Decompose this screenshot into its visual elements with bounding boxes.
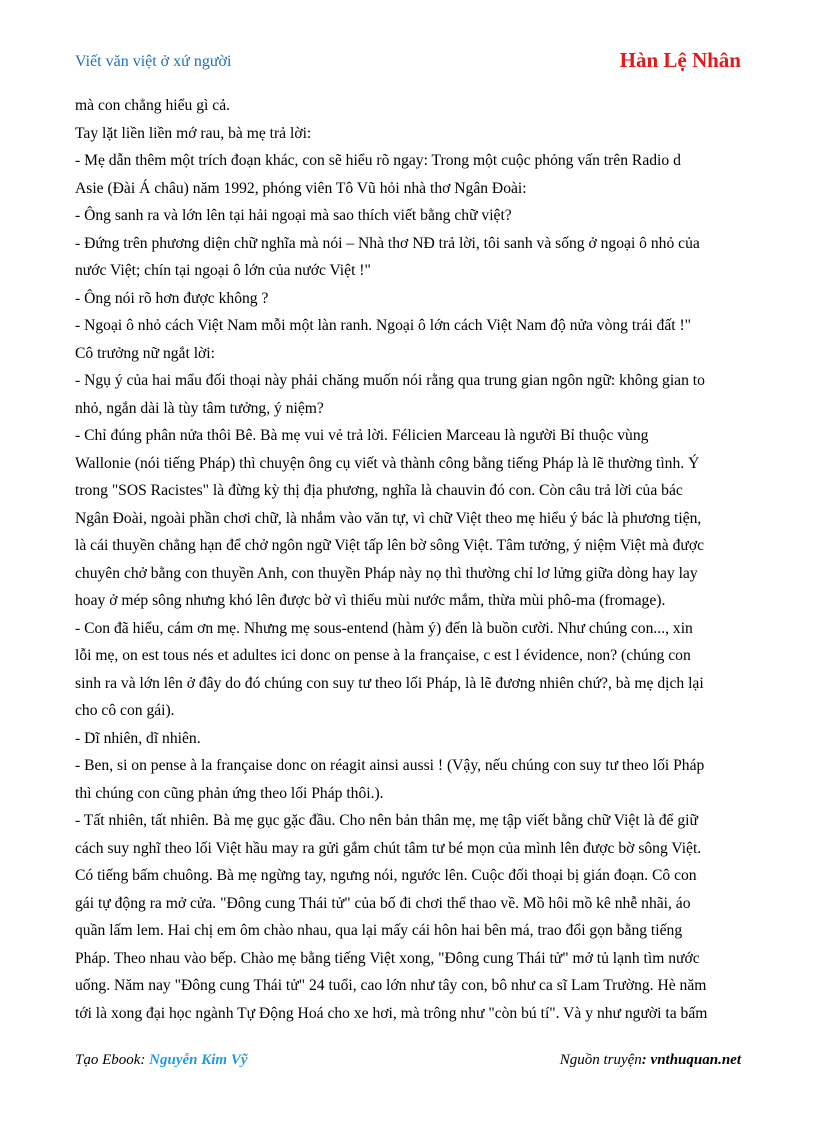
page-footer bbox=[75, 1052, 741, 1076]
text-line: - Ben, si on pense à la française donc on réagit ainsi aussi ! (Vậy, nếu chúng con suy tư theo lối Pháp bbox=[75, 757, 705, 774]
text-line: quần lấm lem. Hai chị em ôm chào nhau, qua lại mấy cái hôn hai bên má, trao đổi gọn bằng tiếng bbox=[75, 922, 683, 939]
text-line: hoay ở mép sông nhưng khó lên được bờ vì thiếu mùi nước mắm, thừa mùi phô-ma (fromage). bbox=[75, 592, 666, 609]
text-line: - Đứng trên phương diện chữ nghĩa mà nói – Nhà thơ NĐ trả lời, tôi sanh và sống ở ngoại ô nhỏ của bbox=[75, 234, 700, 252]
page-header bbox=[75, 48, 741, 78]
text-line: Cô trưởng nữ ngắt lời: bbox=[75, 344, 215, 362]
text-line: gái tự động ra mở cửa. "Đông cung Thái tử" của bố đi chơi thể thao về. Mồ hôi mồ kê nhễ nhãi, áo bbox=[75, 894, 691, 912]
text-line: - Tất nhiên, tất nhiên. Bà mẹ gục gặc đầu. Cho nên bản thân mẹ, mẹ tập viết bằng chữ Việt là để giữ bbox=[75, 812, 698, 829]
source-separator: : bbox=[641, 1052, 651, 1068]
text-line: trong "SOS Racistes" là đừng kỳ thị địa phương, nghĩa là chauvin đó con. Còn câu trả lời của bác bbox=[75, 482, 683, 499]
text-line: Pháp. Theo nhau vào bếp. Chào mẹ bằng tiếng Việt xong, "Đông cung Thái tử" mở tủ lạnh tìm nước bbox=[75, 949, 700, 967]
text-line: - Dĩ nhiên, dĩ nhiên. bbox=[75, 729, 201, 747]
text-line: cho cô con gái). bbox=[75, 702, 175, 719]
text-line: - Con đã hiểu, cám ơn mẹ. Nhưng mẹ sous-entend (hàm ý) đến là buồn cười. Như chúng con..., xin bbox=[75, 619, 693, 637]
source-label: Nguồn truyện bbox=[559, 1052, 642, 1068]
text-line: - Mẹ dẫn thêm một trích đoạn khác, con sẽ hiểu rõ ngay: Trong một cuộc phỏng vấn trên Radio d bbox=[75, 152, 681, 169]
source-site: vnthuquan.net bbox=[650, 1052, 741, 1068]
document-body bbox=[75, 92, 743, 1027]
text-line: cách suy nghĩ theo lối Việt hầu may ra gửi gắm chút tâm tư bé mọn của mình lên được bờ sông Việt. bbox=[75, 839, 702, 857]
ebook-creator-name: Nguyễn Kim Vỹ bbox=[149, 1052, 248, 1068]
ebook-separator: : bbox=[140, 1052, 150, 1068]
text-line: là cái thuyền chẳng hạn để chở ngôn ngữ Việt tấp lên bờ sông Việt. Tâm tưởng, ý niệm Việt mà được bbox=[75, 537, 705, 554]
book-title: Viết văn việt ở xứ người bbox=[75, 53, 232, 70]
text-line: tới là xong đại học ngành Tự Động Hoá cho xe hơi, mà trông như "còn bú tí". Và y như người ta bấm bbox=[75, 1004, 708, 1022]
text-line: Wallonie (nói tiếng Pháp) thì chuyện ông cụ viết và thành công bằng tiếng Pháp là lẽ thường tình. Ý bbox=[75, 454, 700, 472]
author-name: Hàn Lệ Nhân bbox=[619, 48, 741, 72]
ebook-credit bbox=[75, 1052, 248, 1069]
text-line: thì chúng con cũng phản ứng theo lối Pháp thôi.). bbox=[75, 784, 384, 802]
text-line: - Ông nói rõ hơn được không ? bbox=[75, 289, 269, 307]
text-line: Asie (Đài Á châu) năm 1992, phóng viên Tô Vũ hỏi nhà thơ Ngân Đoài: bbox=[75, 179, 527, 197]
text-line: Có tiếng bấm chuông. Bà mẹ ngừng tay, ngưng nói, ngước lên. Cuộc đối thoại bị gián đoạn. Cô con bbox=[75, 867, 697, 884]
ebook-label: Tạo Ebook bbox=[75, 1052, 141, 1068]
text-line: nhỏ, ngắn dài là tùy tâm tưởng, ý niệm? bbox=[75, 399, 324, 417]
source-credit bbox=[560, 1052, 741, 1069]
text-line: - Chỉ đúng phân nửa thôi Bê. Bà mẹ vui vẻ trả lời. Félicien Marceau là người Bỉ thuộc vùng bbox=[75, 427, 649, 444]
text-line: Ngân Đoài, ngoài phần chơi chữ, là nhắm vào văn tự, vì chữ Việt theo mẹ hiểu ý bác là phương tiện, bbox=[75, 509, 702, 527]
text-line: - Ngoại ô nhỏ cách Việt Nam mỗi một làn ranh. Ngoại ô lớn cách Việt Nam độ nửa vòng trái đất !" bbox=[75, 317, 692, 334]
text-line: - Ông sanh ra và lớn lên tại hải ngoại mà sao thích viết bằng chữ việt? bbox=[75, 207, 512, 224]
text-line: chuyên chở bằng con thuyền Anh, con thuyền Pháp này nọ thì thường chỉ lơ lửng giữa dòng hay lay bbox=[75, 564, 698, 582]
text-line: Tay lặt liền liền mớ rau, bà mẹ trả lời: bbox=[75, 124, 312, 142]
text-line: mà con chẳng hiểu gì cả. bbox=[75, 97, 231, 114]
text-line: sinh ra và lớn lên ở đây do đó chúng con suy tư theo lối Pháp, là lẽ đương nhiên chứ?, bà mẹ dịch lại bbox=[75, 674, 704, 692]
text-line: lỗi mẹ, on est tous nés et adultes ici donc on pense à la française, c est l évidence, non? (chúng con bbox=[75, 647, 691, 664]
text-line: nước Việt; chín tại ngoại ô lớn của nước Việt !" bbox=[75, 262, 371, 279]
text-line: - Ngụ ý của hai mẩu đối thoại này phải chăng muốn nói rằng qua trung gian ngôn ngữ: không gian to bbox=[75, 372, 705, 389]
text-line: uống. Năm nay "Đông cung Thái tử" 24 tuổi, cao lớn như tây con, bô như ca sĩ Lam Trường. Hè năm bbox=[75, 977, 707, 994]
